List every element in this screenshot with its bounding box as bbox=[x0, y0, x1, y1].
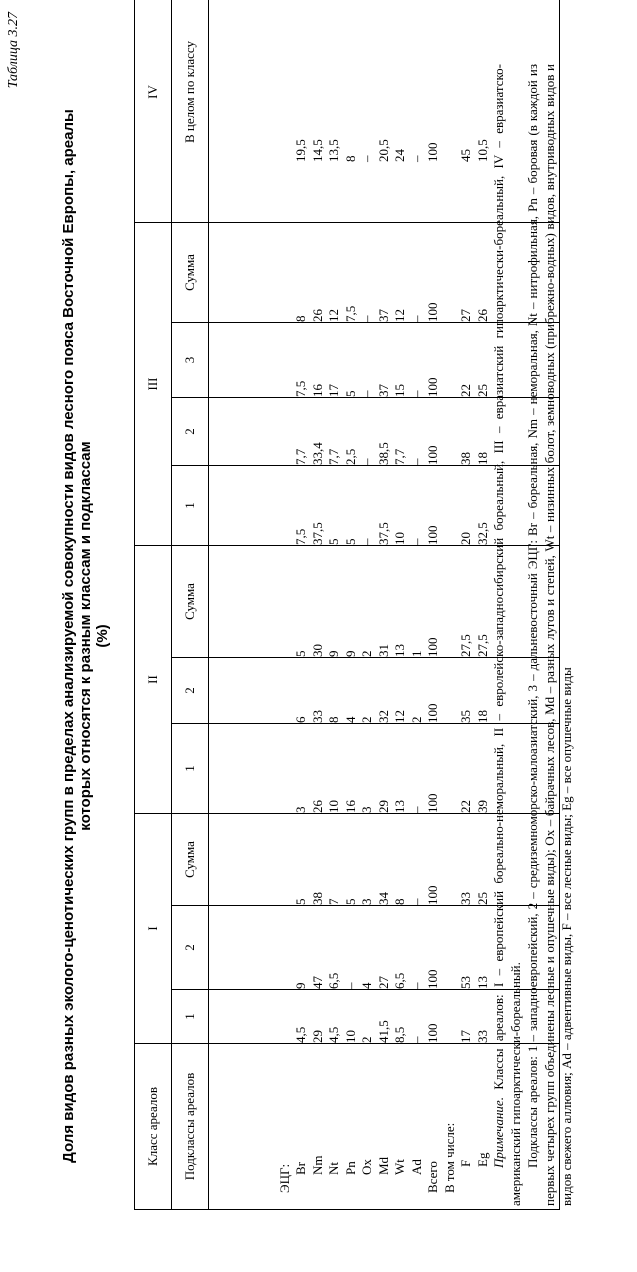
table-cell: 100 bbox=[425, 142, 441, 162]
row-label: Nm bbox=[309, 1155, 325, 1175]
table-cell: 32,5 bbox=[474, 522, 490, 545]
row-label: ЭЦГ: bbox=[276, 1163, 292, 1193]
table-cell: 12 bbox=[326, 308, 342, 322]
table-cell: 100 bbox=[425, 445, 441, 465]
table-cell: 13 bbox=[474, 976, 490, 989]
table-cell: 16 bbox=[309, 383, 325, 397]
note-lead: Примечание. bbox=[491, 1097, 506, 1168]
table-cell: 27 bbox=[458, 308, 474, 322]
table-cell: 37 bbox=[375, 308, 391, 322]
table-cell: 13 bbox=[392, 644, 408, 657]
table-cell: 6,5 bbox=[392, 972, 408, 989]
table-cell: 33 bbox=[458, 892, 474, 905]
note-paragraph-1 bbox=[490, 64, 524, 1206]
table-cell: 16 bbox=[342, 800, 358, 813]
table-cell: 20 bbox=[458, 531, 474, 545]
subclass-header: 2 bbox=[172, 906, 209, 990]
table-cell: 100 bbox=[425, 1023, 441, 1043]
table-cell: 12 bbox=[392, 308, 408, 322]
header-row-classes bbox=[135, 0, 172, 1210]
row-label: Ad bbox=[408, 1159, 424, 1175]
row-label: Всего bbox=[425, 1161, 441, 1193]
table-cell: 10 bbox=[326, 800, 342, 813]
table-cell: 12 bbox=[392, 710, 408, 723]
table-cell: – bbox=[359, 315, 375, 322]
table-cell: 29 bbox=[309, 1030, 325, 1043]
table-cell: 9 bbox=[342, 650, 358, 657]
table-cell: 4 bbox=[359, 982, 375, 989]
table-cell: 5 bbox=[293, 898, 309, 905]
table-cell: – bbox=[408, 315, 424, 322]
table-cell: 8 bbox=[392, 898, 408, 905]
row-label: Md bbox=[375, 1156, 391, 1175]
table-cell bbox=[442, 906, 459, 989]
table-cell: – bbox=[359, 390, 375, 397]
table-cell bbox=[442, 990, 459, 1043]
table-cell: 100 bbox=[425, 377, 441, 397]
table-cell: 17 bbox=[326, 383, 342, 397]
table-cell: 26 bbox=[309, 308, 325, 322]
subclass-header: В целом по классу bbox=[172, 0, 209, 222]
subclass-label-cell: Подклассы ареалов bbox=[172, 1044, 209, 1210]
table-cell: 37,5 bbox=[375, 522, 391, 545]
table-cell bbox=[277, 658, 294, 723]
row-label: В том числе: bbox=[441, 1122, 457, 1193]
table-cell: 32 bbox=[375, 710, 391, 723]
table-cell: 35 bbox=[458, 710, 474, 723]
table-cell: 7,7 bbox=[326, 448, 342, 465]
table-cell bbox=[277, 724, 294, 813]
table-cell: 26 bbox=[474, 308, 490, 322]
table-cell bbox=[277, 223, 294, 322]
table-cell: 17 bbox=[458, 1030, 474, 1043]
note-text-1: Классы ареалов: I – европейский бореально-неморальный, II – евролейско-западносибирский бореальный, III – евразиатский гипоарктически-бореальный, IV – евразиатско-американский гипоарктически-бореальный. bbox=[491, 64, 523, 1206]
row-label: Nt bbox=[326, 1162, 342, 1175]
subclass-header: 2 bbox=[172, 658, 209, 724]
table-cell: 22 bbox=[458, 383, 474, 397]
table-cell: 100 bbox=[425, 793, 441, 813]
table-cell: – bbox=[408, 806, 424, 813]
table-cell: 7,5 bbox=[293, 528, 309, 545]
table-cell bbox=[277, 906, 294, 989]
subclass-header: Сумма bbox=[172, 222, 209, 322]
table-cell: 1 bbox=[408, 650, 424, 657]
subclass-header: 1 bbox=[172, 724, 209, 814]
table-cell: 45 bbox=[458, 148, 474, 162]
subclass-header: 2 bbox=[172, 397, 209, 465]
table-cell bbox=[442, 658, 459, 723]
table-cell: 8 bbox=[326, 716, 342, 723]
table-cell: – bbox=[408, 390, 424, 397]
table-cell: 2 bbox=[408, 716, 424, 723]
table-cell: 15 bbox=[392, 383, 408, 397]
note-paragraph-2: Подклассы ареалов: 1 – западноевропейский, 2 – средиземноморско-малоазиатский, 3 – дальневосточный ЭЦГ: Br – бореальная, Nm – неморальная, Nt – нитрофильная, Pn – боровая (в каждой из первых четырех групп объединены лесные и опушечные виды); Ox – байрачных лесов, Md – разных лугов и степей, Wt – низинных болот, земноводных (прибрежно-водных) видов, внутриводных видов и видов свежего аллювия; Ad – адвентивные виды, F – все лесные виды; Eg – все опушечные виды bbox=[525, 64, 574, 1206]
table-cell: 22 bbox=[458, 800, 474, 813]
table-number: Таблица 3.27 bbox=[6, 12, 21, 89]
table-cell: 8,5 bbox=[392, 1026, 408, 1043]
table-cell: – bbox=[359, 538, 375, 545]
table-cell: 5 bbox=[293, 650, 309, 657]
header-row-subclasses bbox=[172, 0, 209, 1210]
table-cell bbox=[442, 546, 459, 657]
class-IV-header: IV bbox=[135, 0, 172, 222]
table-cell bbox=[277, 323, 294, 397]
table-cell: 4,5 bbox=[293, 1026, 309, 1043]
table-cell: – bbox=[408, 982, 424, 989]
table-cell: 100 bbox=[425, 703, 441, 723]
table-cell: 5 bbox=[342, 898, 358, 905]
table-cell: 7,7 bbox=[293, 448, 309, 465]
table-cell: – bbox=[408, 538, 424, 545]
class-I-header: I bbox=[135, 814, 172, 1044]
table-cell: 34 bbox=[375, 892, 391, 905]
table-cell bbox=[277, 814, 294, 905]
table-cell: 31 bbox=[375, 644, 391, 657]
table-cell: 41,5 bbox=[375, 1020, 391, 1043]
table-cell: – bbox=[408, 898, 424, 905]
table-cell bbox=[277, 466, 294, 545]
class-III-header: III bbox=[135, 222, 172, 545]
table-cell: 4 bbox=[342, 716, 358, 723]
table-cell: 8 bbox=[293, 315, 309, 322]
subclass-header: Сумма bbox=[172, 814, 209, 906]
table-cell: 29 bbox=[375, 800, 391, 813]
subclass-header: 3 bbox=[172, 322, 209, 397]
table-cell bbox=[442, 814, 459, 905]
table-cell bbox=[442, 466, 459, 545]
table-cell: 37 bbox=[375, 383, 391, 397]
table-cell: 100 bbox=[425, 969, 441, 989]
table-cell: 5 bbox=[342, 538, 358, 545]
table-cell: 33 bbox=[309, 710, 325, 723]
table-cell: 19,5 bbox=[293, 139, 309, 162]
table-cell bbox=[442, 724, 459, 813]
table-cell: 100 bbox=[425, 885, 441, 905]
table-cell: 4,5 bbox=[326, 1026, 342, 1043]
table-cell: 3 bbox=[293, 806, 309, 813]
table-cell: 9 bbox=[293, 982, 309, 989]
table-cell: 27,5 bbox=[474, 634, 490, 657]
table-cell: 5 bbox=[326, 538, 342, 545]
table-cell: – bbox=[359, 458, 375, 465]
table-cell bbox=[442, 0, 459, 162]
subclass-header: Сумма bbox=[172, 545, 209, 657]
table-cell bbox=[442, 323, 459, 397]
table-cell: 37,5 bbox=[309, 522, 325, 545]
table-cell: – bbox=[342, 982, 358, 989]
table-cell: 7,5 bbox=[293, 380, 309, 397]
row-label: Pn bbox=[342, 1161, 358, 1175]
class-II-header: II bbox=[135, 545, 172, 813]
row-label: Wt bbox=[392, 1159, 408, 1175]
table-cell: – bbox=[408, 1036, 424, 1043]
row-label: Ox bbox=[359, 1159, 375, 1175]
table-cell: 2 bbox=[359, 716, 375, 723]
table-cell: 33 bbox=[474, 1030, 490, 1043]
table-note bbox=[490, 64, 575, 1206]
table-cell: 14,5 bbox=[309, 139, 325, 162]
table-cell: 39 bbox=[474, 800, 490, 813]
table-cell: 38 bbox=[458, 451, 474, 465]
table-cell: 13 bbox=[392, 800, 408, 813]
table-cell: 3 bbox=[359, 898, 375, 905]
table-cell bbox=[277, 546, 294, 657]
table-cell: 100 bbox=[425, 302, 441, 322]
table-cell: 7,7 bbox=[392, 448, 408, 465]
subclass-header: 1 bbox=[172, 465, 209, 545]
table-cell: 53 bbox=[458, 976, 474, 989]
row-label: Br bbox=[293, 1162, 309, 1175]
table-cell: 8 bbox=[342, 155, 358, 162]
table-cell: 20,5 bbox=[375, 139, 391, 162]
table-cell: 100 bbox=[425, 637, 441, 657]
table-cell: – bbox=[408, 155, 424, 162]
table-cell: 26 bbox=[309, 800, 325, 813]
table-cell bbox=[277, 0, 294, 162]
table-cell: 3 bbox=[359, 806, 375, 813]
table-cell: – bbox=[359, 155, 375, 162]
row-label: F bbox=[458, 1159, 474, 1167]
table-cell: 18 bbox=[474, 451, 490, 465]
table-cell: 38 bbox=[309, 892, 325, 905]
table-cell: 33,4 bbox=[309, 442, 325, 465]
title-line: которых относятся к разным классам и подклассам bbox=[77, 441, 94, 831]
table-cell: 6,5 bbox=[326, 972, 342, 989]
table-cell: 5 bbox=[342, 390, 358, 397]
table-cell: 38,5 bbox=[375, 442, 391, 465]
table-cell: 10 bbox=[392, 531, 408, 545]
subclass-header: 1 bbox=[172, 990, 209, 1044]
table-cell: 30 bbox=[309, 644, 325, 657]
class-label-cell: Класс ареалов bbox=[135, 1044, 172, 1210]
table-cell: 2 bbox=[359, 650, 375, 657]
table-cell: 27,5 bbox=[458, 634, 474, 657]
table-cell: 2 bbox=[359, 1036, 375, 1043]
table-cell: 25 bbox=[474, 383, 490, 397]
table-cell: 7 bbox=[326, 898, 342, 905]
title-line: (%) bbox=[94, 624, 111, 648]
row-label: Eg bbox=[474, 1152, 490, 1167]
table-cell: 6 bbox=[293, 716, 309, 723]
table-cell: 10 bbox=[342, 1030, 358, 1043]
table-cell: 24 bbox=[392, 148, 408, 162]
table-cell: 25 bbox=[474, 892, 490, 905]
title-line: Доля видов разных эколого-ценотических групп в пределах анализируемой совокупности видов лесного пояса Восточной Европы, ареалы bbox=[60, 109, 77, 1163]
table-cell: 2,5 bbox=[342, 448, 358, 465]
table-cell: 7,5 bbox=[342, 305, 358, 322]
table-cell: 9 bbox=[326, 650, 342, 657]
table-cell: 18 bbox=[474, 710, 490, 723]
table-cell bbox=[442, 398, 459, 465]
table-cell bbox=[277, 398, 294, 465]
table-cell bbox=[442, 223, 459, 322]
table-cell: 100 bbox=[425, 525, 441, 545]
table-cell: 47 bbox=[309, 976, 325, 989]
table-cell: 27 bbox=[375, 976, 391, 989]
table-cell: – bbox=[408, 458, 424, 465]
table-cell: 10,5 bbox=[474, 139, 490, 162]
table-cell bbox=[277, 990, 294, 1043]
table-title bbox=[60, 60, 111, 1212]
table-cell: 13,5 bbox=[326, 139, 342, 162]
